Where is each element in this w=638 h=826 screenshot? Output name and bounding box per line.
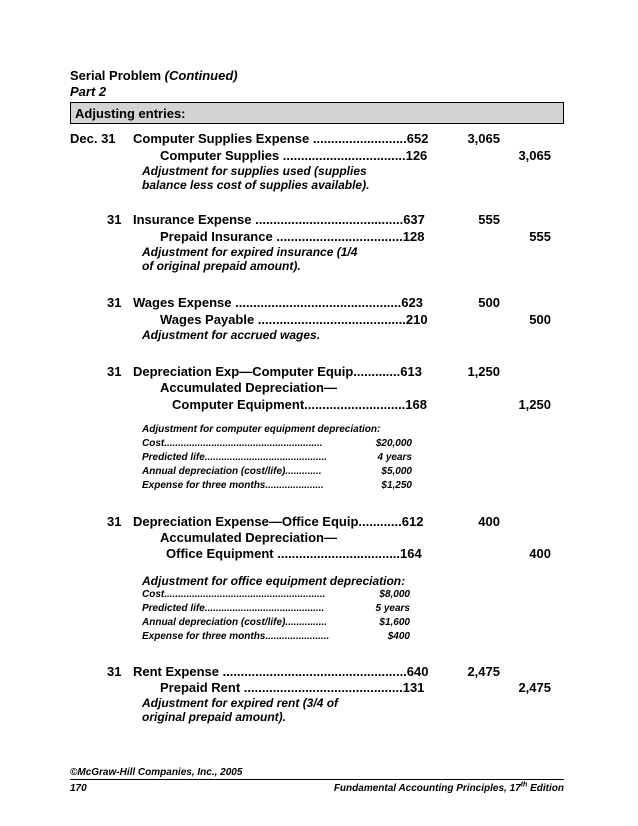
edition-word: Edition <box>527 783 564 794</box>
calc-label: Predicted life............................................ <box>142 452 328 463</box>
calc-value: 5 years <box>375 603 410 614</box>
calc-value: $8,000 <box>379 589 410 600</box>
credit-account-line1: Accumulated Depreciation— <box>160 380 337 395</box>
entry-note: Adjustment for supplies used (supplies <box>142 164 367 178</box>
continued-label: (Continued) <box>164 68 238 83</box>
entry-date: 31 <box>107 514 122 529</box>
footer-divider <box>70 779 564 780</box>
part-label: Part 2 <box>70 84 107 99</box>
entry-note: balance less cost of supplies available). <box>142 178 370 192</box>
debit-amount: 3,065 <box>467 131 500 146</box>
serial-label: Serial Problem <box>70 68 162 83</box>
credit-amount: 555 <box>529 229 551 244</box>
calc-label: Annual depreciation (cost/life)............. <box>142 466 322 477</box>
calc-value: $1,250 <box>381 480 412 491</box>
credit-account: Prepaid Insurance ...................................128 <box>160 229 425 244</box>
calc-value: $1,600 <box>379 617 410 628</box>
entry-date: 31 <box>107 664 122 679</box>
section-header <box>70 102 564 124</box>
book-title-text: Fundamental Accounting Principles, 17 <box>333 783 521 794</box>
entry-note: Adjustment for accrued wages. <box>142 328 321 342</box>
book-title <box>334 783 564 795</box>
serial-problem-title <box>70 68 238 83</box>
entry-note: Adjustment for expired insurance (1/4 <box>142 245 358 259</box>
calc-value: $5,000 <box>381 466 412 477</box>
entry-date: Dec. 31 <box>70 131 116 146</box>
entry-date: 31 <box>107 364 122 379</box>
calc-label: Annual depreciation (cost/life)............... <box>142 617 328 628</box>
credit-account-line1: Accumulated Depreciation— <box>160 530 337 545</box>
calc-value: $20,000 <box>375 438 412 449</box>
credit-amount: 400 <box>529 546 551 561</box>
credit-amount: 500 <box>529 312 551 327</box>
debit-amount: 2,475 <box>467 664 500 679</box>
debit-amount: 555 <box>478 212 500 227</box>
credit-amount: 1,250 <box>518 397 551 412</box>
credit-amount: 2,475 <box>518 680 551 695</box>
calc-label: Expense for three months..................... <box>142 480 324 491</box>
credit-account-line2: Office Equipment ..................................164 <box>166 546 422 561</box>
debit-account: Depreciation Exp—Computer Equip.............613 <box>133 364 422 379</box>
copyright: ©McGraw-Hill Companies, Inc., 2005 <box>70 767 243 778</box>
calc-value: 4 years <box>377 452 412 463</box>
page-number: 170 <box>70 783 87 794</box>
entry-note: Adjustment for expired rent (3/4 of <box>142 696 339 710</box>
debit-amount: 500 <box>478 295 500 310</box>
debit-account: Computer Supplies Expense ..........................652 <box>133 131 429 146</box>
entry-date: 31 <box>107 212 122 227</box>
debit-account: Depreciation Expense—Office Equip............612 <box>133 514 424 529</box>
debit-account: Rent Expense ...................................................640 <box>133 664 429 679</box>
debit-account: Wages Expense ..............................................623 <box>133 295 423 310</box>
calc-value: $400 <box>387 631 410 642</box>
calc-label: Cost.......................................................... <box>142 589 326 600</box>
calc-label: Expense for three months....................... <box>142 631 330 642</box>
edition-superscript: th <box>520 781 528 789</box>
debit-account: Insurance Expense .........................................637 <box>133 212 425 227</box>
credit-account-line2: Computer Equipment............................168 <box>172 397 427 412</box>
section-header-label: Adjusting entries: <box>75 106 186 121</box>
credit-account: Wages Payable .........................................210 <box>160 312 428 327</box>
entry-note: original prepaid amount). <box>142 710 287 724</box>
debit-amount: 1,250 <box>467 364 500 379</box>
calc-title: Adjustment for office equipment depreciation: <box>142 574 406 588</box>
debit-amount: 400 <box>478 514 500 529</box>
calc-label: Predicted life........................................... <box>142 603 325 614</box>
entry-note: of original prepaid amount). <box>142 259 301 273</box>
credit-account: Computer Supplies ..................................126 <box>160 148 428 163</box>
credit-account: Prepaid Rent ............................................131 <box>160 680 425 695</box>
calc-label: Cost......................................................... <box>142 438 323 449</box>
entry-date: 31 <box>107 295 122 310</box>
calc-title: Adjustment for computer equipment depreciation: <box>142 424 381 435</box>
credit-amount: 3,065 <box>518 148 551 163</box>
